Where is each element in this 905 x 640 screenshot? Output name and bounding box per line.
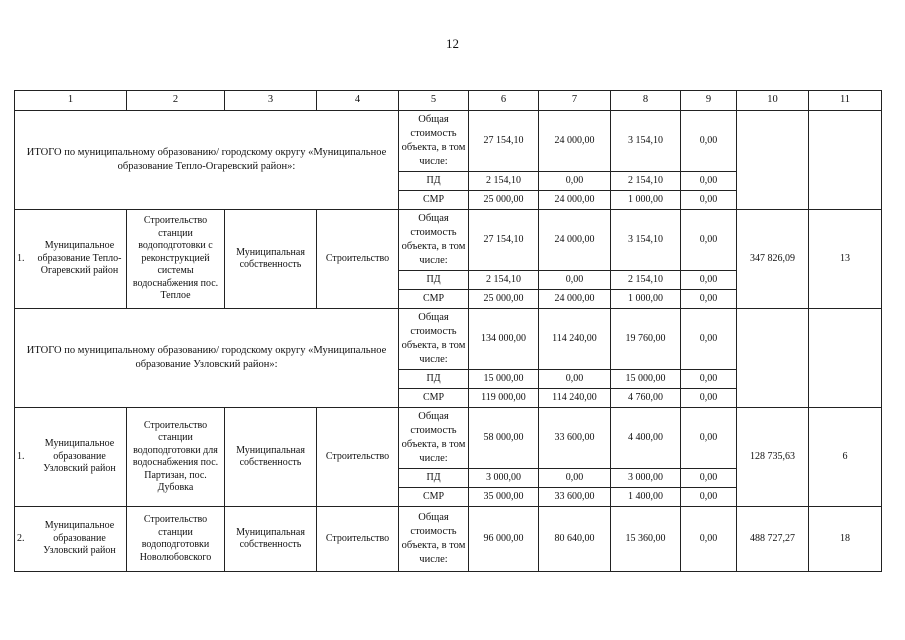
cell-value: 0,00 bbox=[539, 370, 611, 389]
cell-value: 15 000,00 bbox=[469, 370, 539, 389]
item-number: 1. bbox=[17, 450, 25, 462]
item-municipality bbox=[15, 408, 127, 507]
cell-value: 4 400,00 bbox=[611, 408, 681, 469]
ownership: Муниципальная собственность bbox=[225, 408, 317, 507]
cell-value: 119 000,00 bbox=[469, 389, 539, 408]
cell-value: 15 360,00 bbox=[611, 507, 681, 572]
column-header: 1 bbox=[15, 91, 127, 111]
column-header: 9 bbox=[681, 91, 737, 111]
column-header: 10 bbox=[737, 91, 809, 111]
cost-kind: ПД bbox=[399, 370, 469, 389]
cell-value: 25 000,00 bbox=[469, 290, 539, 309]
cell-value: 488 727,27 bbox=[737, 507, 809, 572]
cell-value: 24 000,00 bbox=[539, 290, 611, 309]
cost-kind: СМР bbox=[399, 191, 469, 210]
municipality-name: Муниципальное образование Узловский район bbox=[43, 438, 116, 475]
ownership: Муниципальная собственность bbox=[225, 507, 317, 572]
cell-value: 0,00 bbox=[681, 309, 737, 370]
work-type: Строительство bbox=[317, 507, 399, 572]
cell-value: 0,00 bbox=[681, 370, 737, 389]
cell-value: 134 000,00 bbox=[469, 309, 539, 370]
cell-value: 2 154,10 bbox=[611, 271, 681, 290]
cell-value: 13 bbox=[809, 210, 882, 309]
item-number: 1. bbox=[17, 252, 25, 264]
cell-value: 19 760,00 bbox=[611, 309, 681, 370]
cell-value: 1 000,00 bbox=[611, 290, 681, 309]
cell-value: 35 000,00 bbox=[469, 488, 539, 507]
cell-value: 25 000,00 bbox=[469, 191, 539, 210]
cost-kind: Общая стоимость объекта, в том числе: bbox=[399, 309, 469, 370]
column-number-row bbox=[15, 91, 882, 111]
ownership: Муниципальная собственность bbox=[225, 210, 317, 309]
cell-value: 114 240,00 bbox=[539, 389, 611, 408]
cell-value: 27 154,10 bbox=[469, 111, 539, 172]
financing-table bbox=[14, 90, 882, 572]
cell-value: 33 600,00 bbox=[539, 408, 611, 469]
cost-kind: ПД bbox=[399, 271, 469, 290]
cell-value: 1 400,00 bbox=[611, 488, 681, 507]
cell-value: 24 000,00 bbox=[539, 210, 611, 271]
cell-value: 2 154,10 bbox=[611, 172, 681, 191]
column-header: 11 bbox=[809, 91, 882, 111]
cell-value: 3 000,00 bbox=[469, 469, 539, 488]
cost-kind: СМР bbox=[399, 488, 469, 507]
item-row bbox=[15, 210, 882, 271]
object-name: Строительство станции водоподготовки для водоснабжения пос. Партизан, пос. Дубовка bbox=[127, 408, 225, 507]
item-number: 2. bbox=[17, 532, 25, 544]
cell-value: 0,00 bbox=[539, 469, 611, 488]
cost-kind: Общая стоимость объекта, в том числе: bbox=[399, 507, 469, 572]
cell-value: 33 600,00 bbox=[539, 488, 611, 507]
municipality-name: Муниципальное образование Тепло-Огаревский район bbox=[37, 240, 122, 277]
cost-kind: ПД bbox=[399, 172, 469, 191]
cell-value: 96 000,00 bbox=[469, 507, 539, 572]
column-header: 7 bbox=[539, 91, 611, 111]
cell-value: 0,00 bbox=[539, 172, 611, 191]
municipality-name: Муниципальное образование Узловский район bbox=[43, 520, 116, 557]
cell-value: 347 826,09 bbox=[737, 210, 809, 309]
cell-value: 0,00 bbox=[681, 389, 737, 408]
cell-value: 27 154,10 bbox=[469, 210, 539, 271]
work-type: Строительство bbox=[317, 408, 399, 507]
cell-value: 0,00 bbox=[681, 210, 737, 271]
cost-kind: СМР bbox=[399, 389, 469, 408]
cost-kind: СМР bbox=[399, 290, 469, 309]
cell-value: 3 154,10 bbox=[611, 210, 681, 271]
cell-value: 0,00 bbox=[681, 408, 737, 469]
cell-value: 0,00 bbox=[681, 271, 737, 290]
cell-value: 128 735,63 bbox=[737, 408, 809, 507]
cell-value: 0,00 bbox=[681, 172, 737, 191]
empty-cell bbox=[737, 111, 809, 210]
cell-value: 58 000,00 bbox=[469, 408, 539, 469]
empty-cell bbox=[737, 309, 809, 408]
cell-value: 24 000,00 bbox=[539, 191, 611, 210]
item-row bbox=[15, 507, 882, 572]
cell-value: 4 760,00 bbox=[611, 389, 681, 408]
item-row bbox=[15, 408, 882, 469]
item-municipality bbox=[15, 210, 127, 309]
cell-value: 6 bbox=[809, 408, 882, 507]
object-name: Строительство станции водоподготовки Новолюбовского bbox=[127, 507, 225, 572]
column-header: 6 bbox=[469, 91, 539, 111]
cost-kind: ПД bbox=[399, 469, 469, 488]
cell-value: 80 640,00 bbox=[539, 507, 611, 572]
object-name: Строительство станции водоподготовки с реконструкцией системы водоснабжения пос. Теплое bbox=[127, 210, 225, 309]
cell-value: 0,00 bbox=[681, 507, 737, 572]
empty-cell bbox=[809, 309, 882, 408]
cell-value: 0,00 bbox=[681, 191, 737, 210]
cost-kind: Общая стоимость объекта, в том числе: bbox=[399, 111, 469, 172]
item-municipality bbox=[15, 507, 127, 572]
cell-value: 3 154,10 bbox=[611, 111, 681, 172]
cell-value: 0,00 bbox=[539, 271, 611, 290]
column-header: 4 bbox=[317, 91, 399, 111]
total-label: ИТОГО по муниципальному образованию/ городскому округу «Муниципальное образование Узловский район»: bbox=[15, 309, 399, 408]
cell-value: 0,00 bbox=[681, 488, 737, 507]
cell-value: 114 240,00 bbox=[539, 309, 611, 370]
column-header: 3 bbox=[225, 91, 317, 111]
total-label: ИТОГО по муниципальному образованию/ городскому округу «Муниципальное образование Тепло-Огаревский район»: bbox=[15, 111, 399, 210]
total-row bbox=[15, 309, 882, 370]
cell-value: 18 bbox=[809, 507, 882, 572]
cell-value: 1 000,00 bbox=[611, 191, 681, 210]
cell-value: 0,00 bbox=[681, 469, 737, 488]
empty-cell bbox=[809, 111, 882, 210]
cell-value: 3 000,00 bbox=[611, 469, 681, 488]
cell-value: 0,00 bbox=[681, 290, 737, 309]
column-header: 2 bbox=[127, 91, 225, 111]
total-row bbox=[15, 111, 882, 172]
cell-value: 2 154,10 bbox=[469, 172, 539, 191]
column-header: 5 bbox=[399, 91, 469, 111]
column-header: 8 bbox=[611, 91, 681, 111]
cell-value: 0,00 bbox=[681, 111, 737, 172]
cost-kind: Общая стоимость объекта, в том числе: bbox=[399, 210, 469, 271]
page-number: 12 bbox=[446, 36, 459, 51]
cost-kind: Общая стоимость объекта, в том числе: bbox=[399, 408, 469, 469]
cell-value: 15 000,00 bbox=[611, 370, 681, 389]
cell-value: 2 154,10 bbox=[469, 271, 539, 290]
work-type: Строительство bbox=[317, 210, 399, 309]
cell-value: 24 000,00 bbox=[539, 111, 611, 172]
